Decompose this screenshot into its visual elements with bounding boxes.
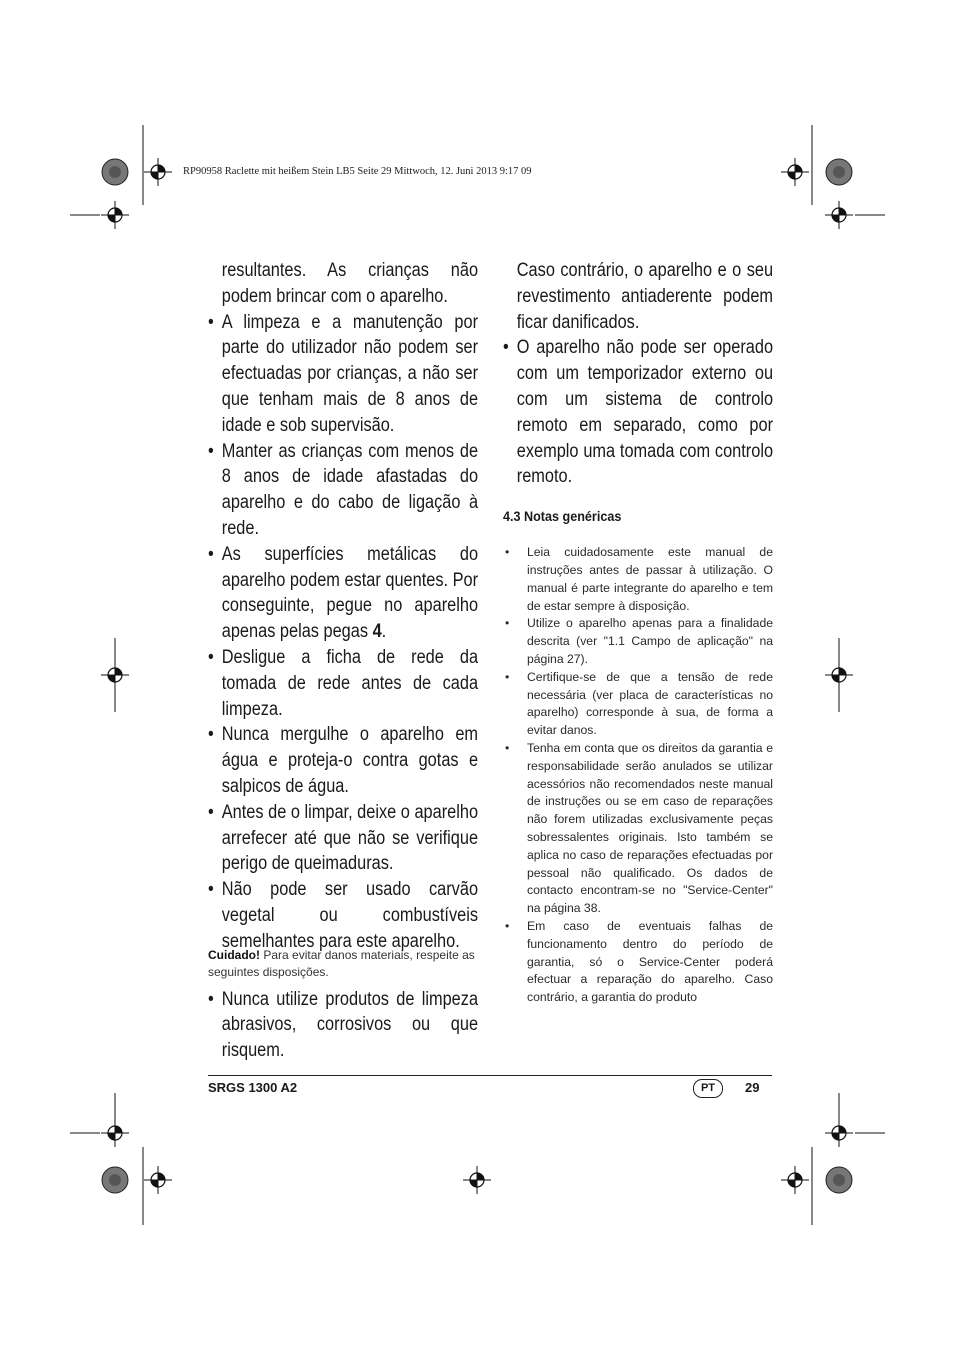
bullet-item-hot-surfaces: • As superfícies metálicas do aparelho podem estar quentes. Por conseguinte, pegue no aparelho apenas pelas pegas 4. [208,543,479,643]
language-badge: PT [693,1079,723,1098]
note-item: • Utilize o aparelho apenas para a finalidade descrita (ver "1.1 Campo de aplicação" na página 27). [505,616,773,666]
bullet-item: • Desligue a ficha de rede da tomada de rede antes de cada limpeza. [208,646,479,720]
part-reference: 4 [372,621,382,643]
caution-label: Cuidado! [208,947,260,962]
bullet-item: • O aparelho não pode ser operado com um temporizador externo ou com um sistema de controlo remoto em separado, como por exemplo uma tomada com controlo remoto. [503,337,774,488]
intro-paragraph: resultantes. As crianças não podem brincar com o aparelho. [221,260,479,307]
bullet-item: • Nunca utilize produtos de limpeza abrasivos, corrosivos ou que risquem. [208,988,479,1062]
right-big-text [503,258,773,490]
bullet-item: • Não pode ser usado carvão vegetal ou combustíveis semelhantes para este aparelho. [208,879,479,952]
general-notes-list [503,544,773,1007]
note-item: • Leia cuidadosamente este manual de instruções antes de passar à utilização. O manual é parte integrante do aparelho e tem de estar sempre à disposição. [505,545,773,613]
left-column [208,258,478,1064]
bullet-item: • Nunca mergulhe o aparelho em água e proteja-o contra gotas e salpicos de água. [208,724,479,797]
caution-note: Cuidado! Para evitar danos materiais, respeite as seguintes disposições. [208,947,475,979]
bullet-item: • Antes de o limpar, deixe o aparelho arrefecer até que não se verifique perigo de queimaduras. [208,801,479,875]
note-item: • Tenha em conta que os direitos da garantia e responsabilidade serão anulados se utilizar acessórios não recomendados neste manual de instruções ou se em caso de reparações não forem utilizadas exclusivamente peças sobressalentes originais. Isto também se aplica no caso de reparações efectuadas por pessoal não qualificado. Os dados de contacto encontram-se no "Service-Center" na página 38. [505,740,773,916]
continuation-paragraph: Caso contrário, o aparelho e o seu revestimento antiaderente podem ficar danificados. [516,260,774,333]
page-number: 29 [745,1080,760,1095]
bullet-item: • A limpeza e a manutenção por parte do utilizador não podem ser efectuadas por crianças, a não ser que tenham mais de 8 anos de idade e sob supervisão. [208,311,479,436]
bullet-item: • Manter as crianças com menos de 8 anos de idade afastadas do aparelho e do cabo de ligação à rede. [208,440,479,539]
footer-rule [208,1075,772,1076]
left-last-bullet [208,987,478,1064]
section-heading: 4.3 Notas genéricas [503,508,622,525]
note-item: • Certifique-se de que a tensão de rede necessária (ver placa de características no aparelho) corresponde à sua, de forma a evitar danos. [505,669,773,738]
footer-model: SRGS 1300 A2 [208,1080,298,1095]
left-big-text [208,258,478,955]
note-item: • Em caso de eventuais falhas de funcionamento dentro do período de garantia, só o Service-Center poderá efectuar a reparação do aparelho. Caso contrário, a garantia do produto [505,918,773,1005]
print-header: RP90958 Raclette mit heißem Stein LB5 Seite 29 Mittwoch, 12. Juni 2013 9:17 09 [183,166,532,177]
right-column [503,258,773,1007]
